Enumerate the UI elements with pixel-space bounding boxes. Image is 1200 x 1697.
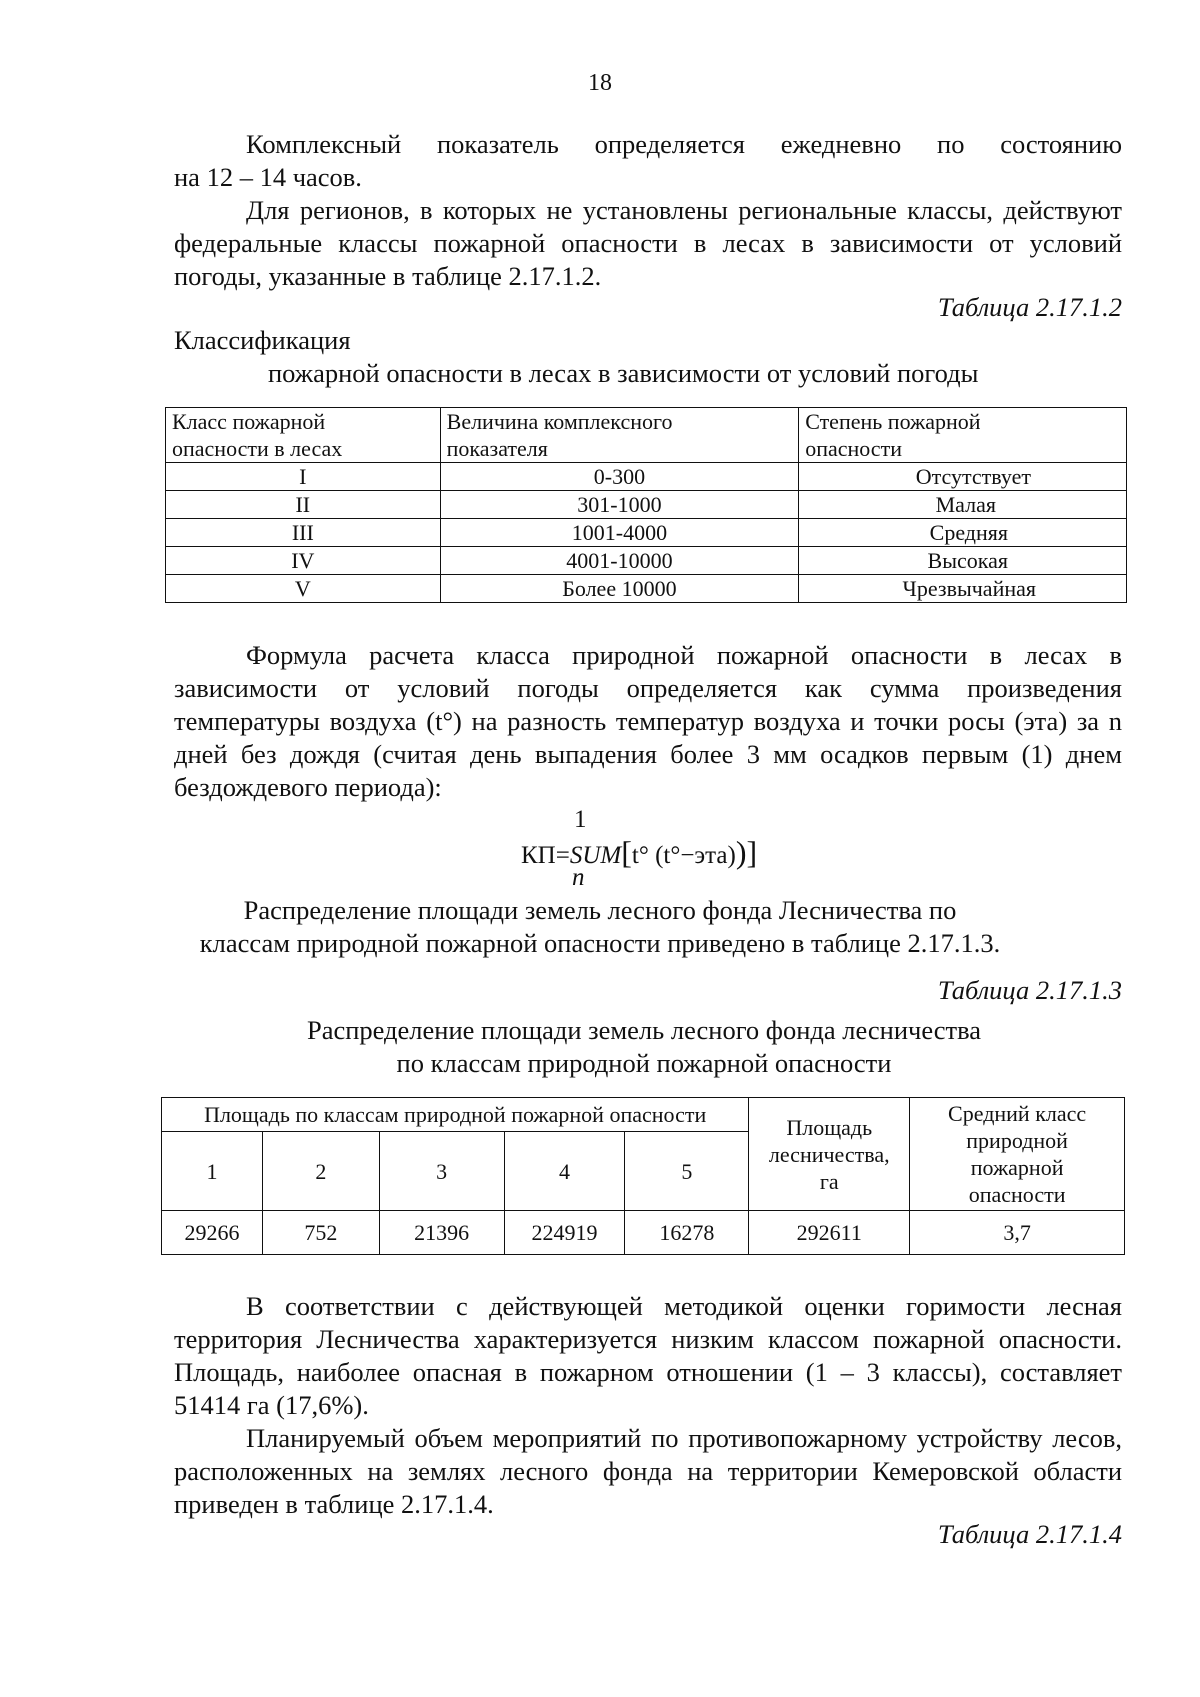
fire-class-table — [165, 407, 1127, 603]
table-1-title-line-2: пожарной опасности в лесах в зависимости от условий погоды — [268, 358, 979, 388]
paragraph-1 — [174, 128, 1122, 194]
table-cell: 21396 — [379, 1211, 504, 1255]
area-header: Площадь лесничества, га — [749, 1098, 910, 1211]
table-cell: 224919 — [504, 1211, 625, 1255]
table-cell: Чрезвычайная — [799, 575, 1127, 603]
table-cell: 752 — [262, 1211, 379, 1255]
table-cell: 16278 — [625, 1211, 749, 1255]
formula-body: t° (t°−эта) — [631, 842, 736, 869]
header-degree: Степень пожарной опасности — [799, 408, 1127, 463]
table-cell: 4001-10000 — [440, 547, 799, 575]
formula-sum: SUM — [569, 842, 622, 869]
table-cell: Отсутствует — [799, 463, 1127, 491]
table-cell: 29266 — [162, 1211, 263, 1255]
paragraph-3 — [174, 639, 1122, 804]
paragraph-6 — [174, 1422, 1122, 1521]
header-index: Величина комплексного показателя — [440, 408, 799, 463]
table-cell: 1001-4000 — [440, 519, 799, 547]
table-cell: II — [166, 491, 441, 519]
formula-denominator: n — [572, 864, 585, 891]
table-cell: I — [166, 463, 441, 491]
table-row — [166, 575, 1127, 603]
header-class: Класс пожарной опасности в лесах — [166, 408, 441, 463]
fire-class-table-header — [166, 408, 1127, 463]
formula-numerator: 1 — [574, 806, 587, 833]
table-cell: 0-300 — [440, 463, 799, 491]
area-distribution-table — [161, 1097, 1125, 1255]
table-cell: Более 10000 — [440, 575, 799, 603]
paragraph-4-line-1: Распределение площади земель лесного фонда Лесничества по — [243, 895, 957, 925]
table-cell: 301-1000 — [440, 491, 799, 519]
class-header: 4 — [504, 1132, 625, 1211]
paragraph-1-line-2: на 12 – 14 часов. — [174, 162, 362, 192]
class-header: 1 — [162, 1132, 263, 1211]
table-row — [166, 463, 1127, 491]
paragraph-3-text: Формула расчета класса природной пожарной опасности в лесах в зависимости от условий погоды определяется как сумма произведения температуры воздуха (t°) на разность температур воздуха и точки росы (эта) за n дней без дождя (считая день выпадения более 3 мм осадков первым (1) днем бездождевого периода): — [174, 640, 1122, 802]
table-row — [166, 519, 1127, 547]
paragraph-2 — [174, 194, 1122, 293]
table-row — [166, 491, 1127, 519]
table-cell: 3,7 — [910, 1211, 1125, 1255]
page-number: 18 — [588, 70, 612, 96]
table-cell: Малая — [799, 491, 1127, 519]
table-cell: III — [166, 519, 441, 547]
table-3-caption: Таблица 2.17.1.4 — [937, 1519, 1122, 1549]
document-page: 18 Комплексный показатель определяется ежедневно по состоянию на 12 – 14 часов. Для регионов, в которых не установлены региональные классы, действуют федеральные классы пожарной опасности в лесах в зависимости от условий погоды, указанные в таблице 2.17.1.2. Таблица 2.17.1.2 Классификация пожарной опасности в лесах в зависимости от условий погоды Класс пожарной опасности в лесах Величина комплексного показателя Степень пожарной опасности I 0-300 Отсутствует II 301-1000 Малая III 1001-4000 Средняя IV 4001-10000 Высокая V Более 10000 Чрезвычайная Формула расчета класса природной пожарной опасности в лесах в зависимости от условий погоды определяется как сумма произведения температуры воздуха (t°) на разность температур воздуха и точки росы (эта) за n дней без дождя (считая день выпадения более 3 мм осадков первым (1) днем бездождевого периода): 1 КП=SUM[t° (t°−эта))] n Распределение площади земель лесного фонда Лесничества по классам природной пожарной опасности приведено в таблице 2.17.1.3. Таблица 2.17.1.3 Распределение площади земель лесного фонда лесничества по классам природной пожарной опасности Площадь по классам природной пожарной опасности Площадь лесничества, га Средний класс природной пожарной опасности 1 2 3 4 5 29266 752 21396 224919 16278 292611 3,7 В соответствии с действующей методикой оценки горимости лесная территория Лесничества характеризуется низким классом пожарной опасности. Площадь, наиболее опасная в пожарном отношении (1 – 3 классы), составляет 51414 га (17,6%). Планируемый объем мероприятий по противопожарному устройству лесов, расположенных на землях лесного фонда на территории Кемеровской области приведен в таблице 2.17.1.4. Таблица 2.17.1.4 — [0, 0, 1200, 1697]
table-row — [162, 1211, 1125, 1255]
paragraph-1-line-1: Комплексный показатель определяется ежедневно по состоянию — [246, 129, 1122, 159]
table-cell: V — [166, 575, 441, 603]
table-cell: 292611 — [749, 1211, 910, 1255]
formula-lhs: КП= — [521, 842, 570, 869]
paragraph-2-text: Для регионов, в которых не установлены региональные классы, действуют федеральные классы пожарной опасности в лесах в зависимости от условий погоды, указанные в таблице 2.17.1.2. — [174, 195, 1122, 291]
table-row — [166, 547, 1127, 575]
paragraph-5 — [174, 1290, 1122, 1422]
table-header-row — [162, 1098, 1125, 1132]
paragraph-5-text: В соответствии с действующей методикой оценки горимости лесная территория Лесничества характеризуется низким классом пожарной опасности. Площадь, наиболее опасная в пожарном отношении (1 – 3 классы), составляет 51414 га (17,6%). — [174, 1291, 1122, 1420]
table-2-title-line-2: по классам природной пожарной опасности — [396, 1048, 892, 1078]
group-header: Площадь по классам природной пожарной опасности — [162, 1098, 749, 1132]
table-2-title-line-1: Распределение площади земель лесного фонда лесничества — [306, 1015, 982, 1045]
class-header: 2 — [262, 1132, 379, 1211]
table-cell: Средняя — [799, 519, 1127, 547]
table-1-caption: Таблица 2.17.1.2 — [937, 292, 1122, 322]
class-header: 5 — [625, 1132, 749, 1211]
table-cell: Высокая — [799, 547, 1127, 575]
paragraph-4-line-2: классам природной пожарной опасности приведено в таблице 2.17.1.3. — [199, 928, 1001, 958]
table-cell: IV — [166, 547, 441, 575]
table-2-caption: Таблица 2.17.1.3 — [937, 975, 1122, 1005]
table-1-title-line-1: Классификация — [174, 325, 351, 355]
class-header: 3 — [379, 1132, 504, 1211]
paragraph-6-text: Планируемый объем мероприятий по противопожарному устройству лесов, расположенных на землях лесного фонда на территории Кемеровской области приведен в таблице 2.17.1.4. — [174, 1423, 1122, 1519]
avg-class-header: Средний класс природной пожарной опасности — [910, 1098, 1125, 1211]
